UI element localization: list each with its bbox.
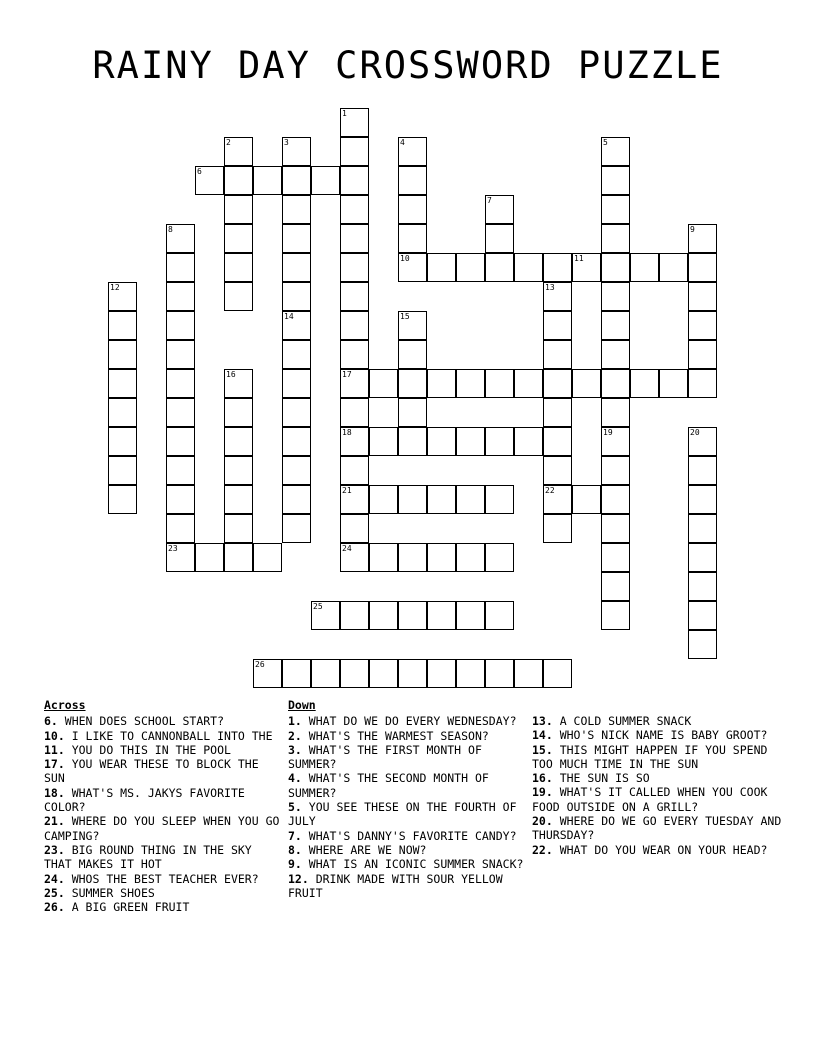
clue-text: WHOS THE BEST TEACHER EVER? [71, 871, 259, 886]
grid-cell[interactable] [601, 282, 630, 311]
grid-cell[interactable] [688, 427, 717, 456]
grid-cell[interactable] [485, 543, 514, 572]
grid-cell[interactable] [601, 601, 630, 630]
cell-number: 1 [342, 109, 347, 118]
clue-text: WHO'S NICK NAME IS BABY GROOT? [559, 728, 768, 743]
clue-number: 22. [532, 842, 560, 857]
grid-cell[interactable] [340, 543, 369, 572]
down-column-2 [532, 698, 784, 857]
clue-text: YOU SEE THESE ON THE FOURTH OF JULY [288, 800, 517, 829]
grid-cell[interactable] [224, 137, 253, 166]
grid-cell[interactable] [601, 514, 630, 543]
grid-cell[interactable] [688, 601, 717, 630]
grid-cell[interactable] [340, 108, 369, 137]
grid-cell[interactable] [224, 253, 253, 282]
clue-text: A COLD SUMMER SNACK [559, 714, 692, 728]
grid-cell[interactable] [311, 601, 340, 630]
grid-cell[interactable] [282, 224, 311, 253]
grid-cell[interactable] [369, 369, 398, 398]
grid-cell[interactable] [340, 166, 369, 195]
clue-item [44, 886, 282, 900]
grid-cell[interactable] [398, 166, 427, 195]
grid-cell[interactable] [282, 456, 311, 485]
grid-cell[interactable] [485, 485, 514, 514]
clue-text: DRINK MADE WITH SOUR YELLOW FRUIT [288, 871, 503, 900]
grid-cell[interactable] [224, 224, 253, 253]
grid-cell[interactable] [398, 601, 427, 630]
cell-number: 26 [255, 660, 265, 669]
grid-cell[interactable] [601, 543, 630, 572]
grid-cell[interactable] [601, 224, 630, 253]
grid-cell[interactable] [688, 282, 717, 311]
grid-cell[interactable] [427, 427, 456, 456]
clue-text: THIS MIGHT HAPPEN IF YOU SPEND TOO MUCH TIME IN THE SUN [532, 742, 768, 771]
grid-cell[interactable] [572, 369, 601, 398]
cell-number: 21 [342, 486, 352, 495]
grid-cell[interactable] [456, 601, 485, 630]
grid-cell[interactable] [456, 253, 485, 282]
cell-number: 10 [400, 254, 410, 263]
clue-item [44, 872, 282, 886]
grid-cell[interactable] [514, 369, 543, 398]
clue-text: WHAT'S THE FIRST MONTH OF SUMMER? [288, 742, 482, 772]
grid-cell[interactable] [456, 485, 485, 514]
grid-cell[interactable] [688, 340, 717, 369]
clue-text: WHEN DOES SCHOOL START? [64, 714, 225, 729]
grid-cell[interactable] [340, 253, 369, 282]
grid-cell[interactable] [427, 485, 456, 514]
clue-text: YOU DO THIS IN THE POOL [71, 742, 231, 757]
crossword-grid[interactable] [108, 108, 708, 688]
grid-cell[interactable] [369, 601, 398, 630]
grid-cell[interactable] [427, 601, 456, 630]
grid-cell[interactable] [224, 195, 253, 224]
grid-cell[interactable] [224, 514, 253, 543]
clue-number: 6. [44, 714, 65, 729]
clue-number: 17. [44, 757, 72, 772]
grid-cell[interactable] [485, 224, 514, 253]
grid-cell[interactable] [601, 398, 630, 427]
cell-number: 18 [342, 428, 352, 437]
grid-cell[interactable] [108, 427, 137, 456]
grid-cell[interactable] [398, 311, 427, 340]
grid-cell[interactable] [282, 340, 311, 369]
grid-cell[interactable] [601, 369, 630, 398]
grid-cell[interactable] [224, 543, 253, 572]
clue-item [288, 872, 526, 901]
clue-text: WHAT'S IT CALLED WHEN YOU COOK FOOD OUTSIDE ON A GRILL? [532, 785, 768, 814]
clue-text: WHAT'S THE SECOND MONTH OF SUMMER? [288, 771, 489, 800]
clue-item [44, 843, 282, 872]
grid-cell[interactable] [340, 282, 369, 311]
grid-cell[interactable] [166, 456, 195, 485]
grid-cell[interactable] [224, 427, 253, 456]
clue-item [44, 786, 282, 815]
grid-cell[interactable] [340, 456, 369, 485]
grid-cell[interactable] [253, 166, 282, 195]
clue-item [44, 900, 282, 914]
clue-number: 7. [288, 828, 309, 843]
grid-cell[interactable] [340, 311, 369, 340]
grid-cell[interactable] [340, 195, 369, 224]
cell-number: 20 [690, 428, 700, 437]
grid-cell[interactable] [630, 369, 659, 398]
cell-number: 24 [342, 544, 352, 553]
clue-item [532, 814, 784, 843]
down-heading: Down [288, 698, 316, 712]
grid-cell[interactable] [224, 282, 253, 311]
grid-cell[interactable] [485, 195, 514, 224]
grid-cell[interactable] [311, 659, 340, 688]
grid-cell[interactable] [601, 572, 630, 601]
cell-number: 6 [197, 167, 202, 176]
clue-item [44, 757, 282, 786]
clue-text: WHAT'S THE WARMEST SEASON? [308, 728, 489, 743]
grid-cell[interactable] [166, 253, 195, 282]
grid-cell[interactable] [456, 543, 485, 572]
grid-cell[interactable] [543, 514, 572, 543]
grid-cell[interactable] [369, 427, 398, 456]
cell-number: 14 [284, 312, 294, 321]
cell-number: 17 [342, 370, 352, 379]
across-column [44, 698, 282, 914]
grid-cell[interactable] [282, 485, 311, 514]
grid-cell[interactable] [630, 253, 659, 282]
cell-number: 25 [313, 602, 323, 611]
grid-cell[interactable] [543, 311, 572, 340]
grid-cell[interactable] [485, 427, 514, 456]
grid-cell[interactable] [166, 224, 195, 253]
clue-text: A BIG GREEN FRUIT [71, 900, 190, 915]
grid-cell[interactable] [311, 166, 340, 195]
grid-cell[interactable] [688, 572, 717, 601]
clue-text: WHAT'S DANNY'S FAVORITE CANDY? [308, 828, 517, 843]
grid-cell[interactable] [340, 224, 369, 253]
grid-cell[interactable] [427, 659, 456, 688]
grid-cell[interactable] [340, 485, 369, 514]
clue-number: 2. [288, 728, 309, 743]
clue-item [288, 800, 526, 829]
grid-cell[interactable] [601, 166, 630, 195]
grid-cell[interactable] [166, 543, 195, 572]
clue-number: 1. [288, 714, 309, 729]
clue-item [44, 743, 282, 757]
grid-cell[interactable] [427, 253, 456, 282]
cell-number: 11 [574, 254, 584, 263]
grid-cell[interactable] [543, 659, 572, 688]
grid-cell[interactable] [166, 427, 195, 456]
clue-number: 4. [288, 771, 309, 786]
clue-number: 12. [288, 871, 316, 886]
clue-number: 25. [44, 885, 72, 900]
grid-cell[interactable] [282, 398, 311, 427]
clue-item [44, 729, 282, 743]
grid-cell[interactable] [166, 311, 195, 340]
grid-cell[interactable] [282, 311, 311, 340]
clue-text: WHAT'S MS. JAKYS FAVORITE COLOR? [44, 785, 245, 815]
grid-cell[interactable] [166, 398, 195, 427]
grid-cell[interactable] [108, 398, 137, 427]
clue-number: 18. [44, 785, 72, 800]
grid-cell[interactable] [282, 514, 311, 543]
grid-cell[interactable] [514, 253, 543, 282]
grid-cell[interactable] [601, 427, 630, 456]
grid-cell[interactable] [282, 369, 311, 398]
clue-number: 23. [44, 842, 72, 857]
grid-cell[interactable] [543, 253, 572, 282]
grid-cell[interactable] [398, 427, 427, 456]
clue-text: I LIKE TO CANNONBALL INTO THE [71, 728, 273, 743]
clue-item [532, 771, 784, 785]
clue-item [532, 743, 784, 772]
grid-cell[interactable] [688, 543, 717, 572]
grid-cell[interactable] [601, 340, 630, 369]
cell-number: 9 [690, 225, 695, 234]
grid-cell[interactable] [340, 398, 369, 427]
cell-number: 16 [226, 370, 236, 379]
cell-number: 13 [545, 283, 555, 292]
clue-item [288, 729, 526, 743]
across-clue-list [44, 714, 282, 914]
grid-cell[interactable] [340, 137, 369, 166]
clue-number: 24. [44, 871, 72, 886]
grid-cell[interactable] [224, 166, 253, 195]
grid-cell[interactable] [601, 195, 630, 224]
grid-cell[interactable] [340, 427, 369, 456]
column-spacer [532, 698, 784, 714]
grid-cell[interactable] [485, 369, 514, 398]
grid-cell[interactable] [688, 369, 717, 398]
grid-cell[interactable] [108, 369, 137, 398]
cell-number: 23 [168, 544, 178, 553]
grid-cell[interactable] [340, 340, 369, 369]
cell-number: 15 [400, 312, 410, 321]
grid-cell[interactable] [543, 369, 572, 398]
grid-cell[interactable] [601, 311, 630, 340]
grid-cell[interactable] [398, 224, 427, 253]
grid-cell[interactable] [398, 137, 427, 166]
grid-cell[interactable] [369, 485, 398, 514]
grid-cell[interactable] [572, 485, 601, 514]
grid-cell[interactable] [195, 166, 224, 195]
clue-number: 11. [44, 742, 72, 757]
clue-item [532, 843, 784, 857]
grid-cell[interactable] [108, 311, 137, 340]
grid-cell[interactable] [398, 195, 427, 224]
across-heading: Across [44, 698, 86, 712]
clue-number: 15. [532, 742, 560, 757]
grid-cell[interactable] [543, 456, 572, 485]
clue-text: WHERE DO YOU SLEEP WHEN YOU GO CAMPING? [44, 814, 280, 843]
grid-cell[interactable] [398, 398, 427, 427]
grid-cell[interactable] [224, 398, 253, 427]
grid-cell[interactable] [108, 340, 137, 369]
grid-cell[interactable] [456, 659, 485, 688]
grid-cell[interactable] [282, 195, 311, 224]
grid-cell[interactable] [340, 659, 369, 688]
grid-cell[interactable] [427, 543, 456, 572]
clue-text: BIG ROUND THING IN THE SKY THAT MAKES IT HOT [44, 842, 252, 872]
grid-cell[interactable] [485, 601, 514, 630]
grid-cell[interactable] [688, 224, 717, 253]
cell-number: 2 [226, 138, 231, 147]
grid-cell[interactable] [514, 427, 543, 456]
clue-item [532, 728, 784, 742]
grid-cell[interactable] [369, 543, 398, 572]
clue-text: WHAT IS AN ICONIC SUMMER SNACK? [308, 857, 524, 872]
clue-item [288, 714, 526, 728]
clue-number: 20. [532, 814, 560, 829]
down-clue-list-1 [288, 714, 526, 900]
cell-number: 8 [168, 225, 173, 234]
grid-cell[interactable] [514, 659, 543, 688]
grid-cell[interactable] [601, 485, 630, 514]
grid-cell[interactable] [688, 485, 717, 514]
cell-number: 12 [110, 283, 120, 292]
clue-item [288, 857, 526, 871]
grid-cell[interactable] [543, 427, 572, 456]
down-clue-list-2 [532, 714, 784, 857]
clue-text: WHAT DO YOU WEAR ON YOUR HEAD? [559, 842, 768, 857]
clue-item [44, 714, 282, 728]
grid-cell[interactable] [601, 253, 630, 282]
clue-number: 13. [532, 714, 560, 728]
grid-cell[interactable] [398, 659, 427, 688]
down-column-1 [288, 698, 526, 900]
clue-item [532, 714, 784, 728]
grid-cell[interactable] [282, 282, 311, 311]
grid-cell[interactable] [572, 253, 601, 282]
grid-cell[interactable] [282, 659, 311, 688]
clue-number: 26. [44, 900, 72, 915]
grid-cell[interactable] [340, 514, 369, 543]
grid-cell[interactable] [282, 137, 311, 166]
clue-item [288, 843, 526, 857]
cell-number: 22 [545, 486, 555, 495]
clue-item [44, 814, 282, 843]
clues-section [44, 698, 784, 998]
grid-cell[interactable] [108, 456, 137, 485]
grid-cell[interactable] [659, 369, 688, 398]
grid-cell[interactable] [601, 456, 630, 485]
grid-cell[interactable] [543, 485, 572, 514]
grid-cell[interactable] [224, 369, 253, 398]
clue-text: YOU WEAR THESE TO BLOCK THE SUN [44, 757, 259, 786]
grid-cell[interactable] [282, 166, 311, 195]
clue-text: SUMMER SHOES [71, 885, 155, 900]
clue-number: 3. [288, 742, 309, 757]
grid-cell[interactable] [456, 369, 485, 398]
grid-cell[interactable] [543, 282, 572, 311]
grid-cell[interactable] [456, 427, 485, 456]
grid-cell[interactable] [543, 340, 572, 369]
grid-cell[interactable] [108, 485, 137, 514]
grid-cell[interactable] [398, 369, 427, 398]
clue-item [288, 771, 526, 800]
cell-number: 7 [487, 196, 492, 205]
grid-cell[interactable] [195, 543, 224, 572]
grid-cell[interactable] [340, 369, 369, 398]
grid-cell[interactable] [166, 514, 195, 543]
clue-text: WHERE ARE WE NOW? [308, 842, 427, 857]
cell-number: 5 [603, 138, 608, 147]
grid-cell[interactable] [543, 398, 572, 427]
grid-cell[interactable] [688, 630, 717, 659]
grid-cell[interactable] [427, 369, 456, 398]
grid-cell[interactable] [166, 485, 195, 514]
cell-number: 3 [284, 138, 289, 147]
clue-number: 5. [288, 800, 309, 815]
clue-number: 21. [44, 814, 72, 829]
clue-text: WHAT DO WE DO EVERY WEDNESDAY? [308, 714, 517, 729]
grid-cell[interactable] [688, 311, 717, 340]
grid-cell[interactable] [108, 282, 137, 311]
grid-cell[interactable] [253, 659, 282, 688]
grid-cell[interactable] [398, 253, 427, 282]
grid-cell[interactable] [688, 514, 717, 543]
grid-cell[interactable] [253, 543, 282, 572]
cell-number: 19 [603, 428, 613, 437]
clue-number: 14. [532, 728, 560, 743]
clue-number: 10. [44, 728, 72, 743]
page-title: RAINY DAY CROSSWORD PUZZLE [92, 44, 724, 87]
clue-number: 8. [288, 842, 309, 857]
grid-cell[interactable] [398, 340, 427, 369]
clue-number: 16. [532, 771, 560, 786]
clue-number: 9. [288, 857, 309, 872]
grid-cell[interactable] [224, 456, 253, 485]
clue-item [288, 743, 526, 772]
grid-cell[interactable] [485, 659, 514, 688]
grid-cell[interactable] [224, 485, 253, 514]
grid-cell[interactable] [282, 427, 311, 456]
grid-cell[interactable] [601, 137, 630, 166]
grid-cell[interactable] [688, 456, 717, 485]
grid-cell[interactable] [166, 369, 195, 398]
grid-cell[interactable] [369, 659, 398, 688]
clue-text: THE SUN IS SO [559, 771, 650, 786]
clue-item [288, 829, 526, 843]
clue-number: 19. [532, 785, 560, 800]
clue-item [532, 785, 784, 814]
grid-cell[interactable] [166, 282, 195, 311]
grid-cell[interactable] [659, 253, 688, 282]
grid-cell[interactable] [485, 253, 514, 282]
grid-cell[interactable] [340, 601, 369, 630]
clue-text: WHERE DO WE GO EVERY TUESDAY AND THURSDAY? [532, 814, 782, 843]
cell-number: 4 [400, 138, 405, 147]
grid-cell[interactable] [398, 543, 427, 572]
grid-cell[interactable] [688, 253, 717, 282]
grid-cell[interactable] [398, 485, 427, 514]
grid-cell[interactable] [282, 253, 311, 282]
grid-cell[interactable] [166, 340, 195, 369]
